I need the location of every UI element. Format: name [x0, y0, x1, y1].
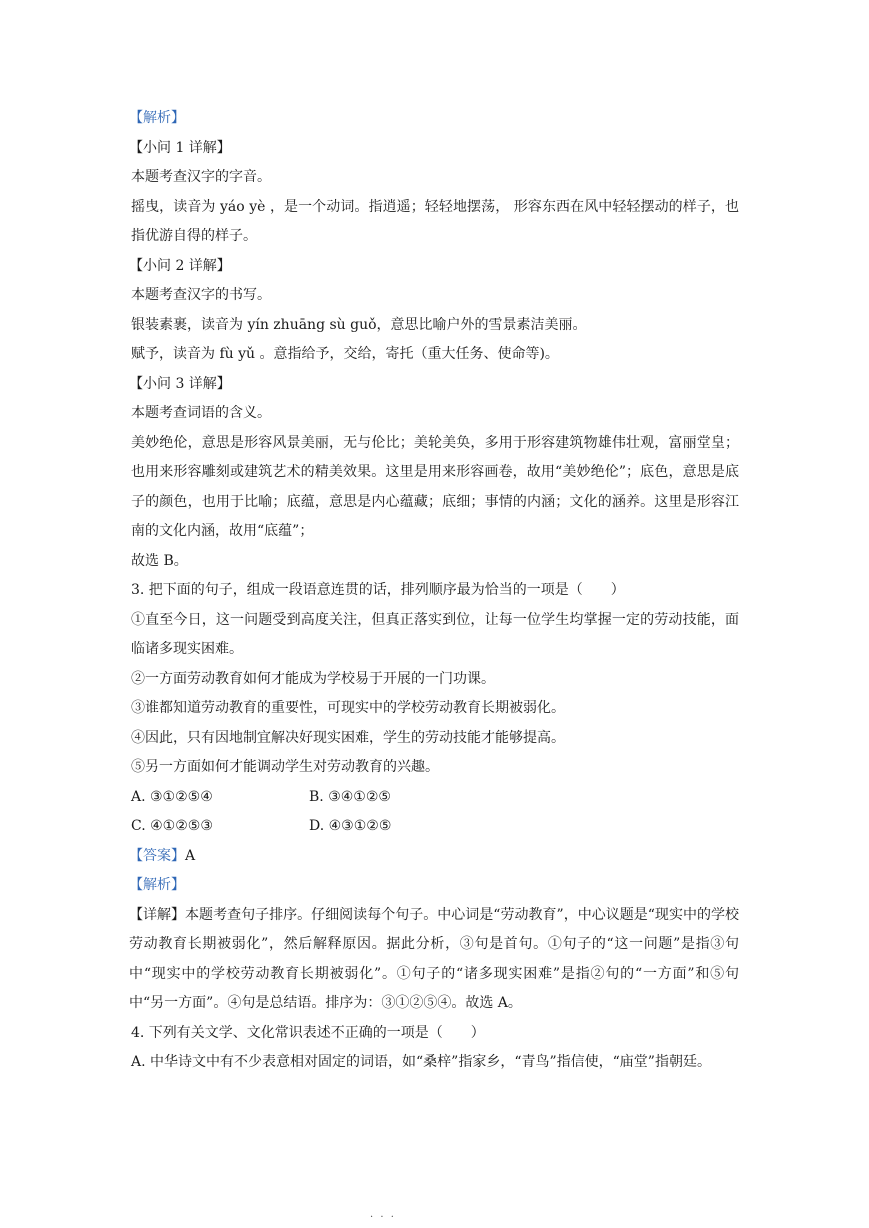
analysis-heading: 【解析】 — [129, 110, 185, 126]
answer-value: A — [185, 847, 196, 864]
q3-choice: 故选 B。 — [131, 552, 188, 569]
question3-option-a: A. ③①②⑤④ — [131, 788, 213, 805]
q3-heading: 【小问 3 详解】 — [129, 375, 231, 392]
answer-label: 【答案】 — [129, 847, 185, 864]
q2-intro: 本题考查汉字的书写。 — [131, 287, 271, 303]
question3-option-d: D. ④③①②⑤ — [309, 818, 392, 834]
detail-body: 本题考查句子排序。仔细阅读每个句子。中心词是“劳动教育”，中心议题是“现实中的学校劳动教育长期被弱化”，然后解释原因。据此分析，③句是首句。①句子的“这一问题”是指③句中“现实中的学校劳动教育长期被弱化”。①句子的“诸多现实困难”是指②句的“一方面”和⑤句中“另一方面”。④句是总结语。排序为：③①②⑤④。故选 A。 — [129, 906, 739, 1011]
question3-sentence-2: ②一方面劳动教育如何才能成为学校易于开展的一门功课。 — [131, 670, 495, 687]
q3-intro: 本题考查词语的含义。 — [131, 405, 271, 421]
q1-heading: 【小问 1 详解】 — [129, 139, 231, 156]
q2-line2: 赋予，读音为 fù yǔ 。意指给予，交给，寄托（重大任务、使命等)。 — [131, 346, 559, 362]
q2-line1: 银装素裹，读音为 yín zhuāng sù guǒ，意思比喻户外的雪景素洁美丽。 — [131, 316, 587, 333]
q2-heading: 【小问 2 详解】 — [129, 257, 231, 274]
question3-option-b: B. ③④①②⑤ — [309, 788, 391, 805]
page-footer-dots: · · · — [370, 1212, 396, 1223]
question4-stem: 4. 下列有关文学、文化常识表述不正确的一项是（ ） — [131, 1024, 485, 1041]
question3-option-c: C. ④①②⑤③ — [131, 818, 213, 834]
question3-detail — [129, 901, 739, 1019]
question3-sentence-4: ④因此，只有因地制宜解决好现实困难，学生的劳动技能才能够提高。 — [131, 729, 565, 746]
question3-sentence-1: ①直至今日，这一问题受到高度关注，但真正落实到位，让每一位学生均掌握一定的劳动技能，面临诸多现实困难。 — [131, 611, 739, 657]
question3-options-row-1 — [131, 783, 739, 813]
question3-answer — [129, 842, 739, 872]
question3-analysis-heading: 【解析】 — [129, 877, 185, 893]
q3-body: 美妙绝伦，意思是形容风景美丽，无与伦比；美轮美奂，多用于形容建筑物雄伟壮观，富丽堂皇；也用来形容雕刻或建筑艺术的精美效果。这里是用来形容画卷，故用“美妙绝伦”；底色，意思是底子的颜色，也用于比喻；底蕴，意思是内心蕴藏；底细；事情的内涵；文化的涵养。这里是形容江南的文化内涵，故用“底蕴”； — [131, 434, 739, 539]
question3-stem: 3. 把下面的句子，组成一段语意连贯的话，排列顺序最为恰当的一项是（ ） — [131, 582, 625, 598]
q1-body: 摇曳，读音为 yáo yè ，是一个动词。指逍遥；轻轻地摆荡， 形容东西在风中轻轻摆动的样子，也指优游自得的样子。 — [131, 198, 739, 244]
document-page — [131, 104, 739, 1078]
question3-sentence-5: ⑤另一方面如何才能调动学生对劳动教育的兴趣。 — [131, 759, 439, 775]
question3-sentence-3: ③谁都知道劳动教育的重要性，可现实中的学校劳动教育长期被弱化。 — [131, 700, 565, 716]
question4-option-a: A. 中华诗文中有不少表意相对固定的词语，如“桑梓”指家乡，“青鸟”指信使，“庙堂”指朝廷。 — [131, 1054, 711, 1070]
detail-label: 【详解】 — [129, 906, 186, 923]
question3-options-row-2 — [131, 812, 739, 842]
q1-intro: 本题考查汉字的字音。 — [131, 169, 271, 185]
